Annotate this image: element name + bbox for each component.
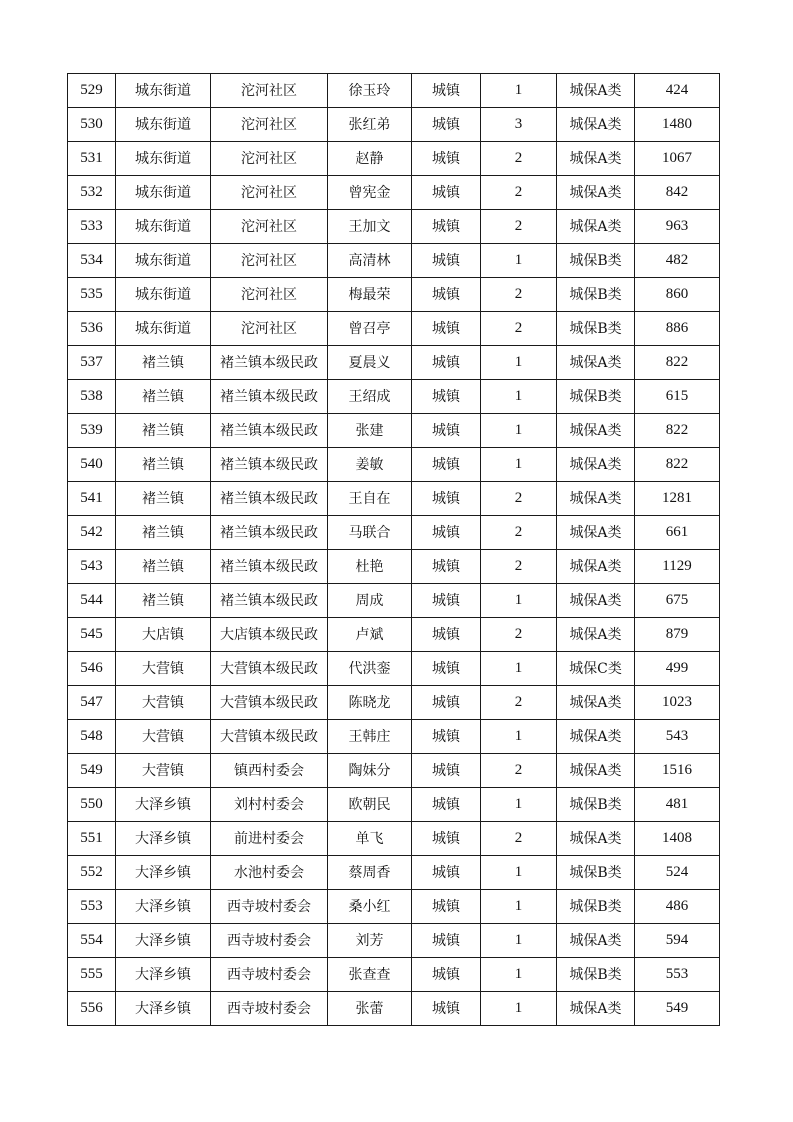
cell-household-type: 城镇 [412, 856, 481, 890]
cell-amount: 822 [635, 346, 720, 380]
cell-name: 刘芳 [328, 924, 412, 958]
cell-family-size: 2 [481, 312, 557, 346]
cell-family-size: 1 [481, 346, 557, 380]
cell-household-type: 城镇 [412, 448, 481, 482]
cell-amount: 842 [635, 176, 720, 210]
table-row [68, 448, 720, 482]
cell-name: 张红弟 [328, 108, 412, 142]
cell-amount: 1408 [635, 822, 720, 856]
cell-village-committee: 西寺坡村委会 [211, 992, 328, 1026]
cell-family-size: 1 [481, 244, 557, 278]
cell-township: 城东街道 [116, 312, 211, 346]
cell-name: 周成 [328, 584, 412, 618]
cell-amount: 1129 [635, 550, 720, 584]
cell-family-size: 1 [481, 720, 557, 754]
cell-aid-category: 城保A类 [557, 584, 635, 618]
cell-aid-category: 城保B类 [557, 788, 635, 822]
table-row [68, 210, 720, 244]
cell-township: 大营镇 [116, 754, 211, 788]
cell-township: 大泽乡镇 [116, 890, 211, 924]
cell-village-committee: 褚兰镇本级民政 [211, 550, 328, 584]
cell-family-size: 1 [481, 380, 557, 414]
cell-amount: 482 [635, 244, 720, 278]
cell-name: 单飞 [328, 822, 412, 856]
cell-serial-number: 552 [68, 856, 116, 890]
cell-family-size: 2 [481, 176, 557, 210]
cell-village-committee: 褚兰镇本级民政 [211, 584, 328, 618]
cell-family-size: 1 [481, 992, 557, 1026]
table-row [68, 992, 720, 1026]
cell-amount: 481 [635, 788, 720, 822]
cell-name: 欧朝民 [328, 788, 412, 822]
cell-township: 褚兰镇 [116, 448, 211, 482]
cell-amount: 1516 [635, 754, 720, 788]
cell-serial-number: 529 [68, 74, 116, 108]
cell-township: 褚兰镇 [116, 482, 211, 516]
cell-household-type: 城镇 [412, 788, 481, 822]
cell-household-type: 城镇 [412, 550, 481, 584]
cell-aid-category: 城保C类 [557, 652, 635, 686]
cell-amount: 424 [635, 74, 720, 108]
cell-amount: 524 [635, 856, 720, 890]
cell-township: 大营镇 [116, 652, 211, 686]
cell-village-committee: 沱河社区 [211, 210, 328, 244]
cell-village-committee: 沱河社区 [211, 74, 328, 108]
cell-family-size: 2 [481, 482, 557, 516]
cell-serial-number: 531 [68, 142, 116, 176]
cell-family-size: 2 [481, 550, 557, 584]
cell-serial-number: 555 [68, 958, 116, 992]
cell-village-committee: 大营镇本级民政 [211, 652, 328, 686]
table-row [68, 754, 720, 788]
cell-family-size: 1 [481, 652, 557, 686]
cell-amount: 661 [635, 516, 720, 550]
cell-village-committee: 褚兰镇本级民政 [211, 516, 328, 550]
cell-serial-number: 533 [68, 210, 116, 244]
cell-aid-category: 城保A类 [557, 822, 635, 856]
cell-family-size: 2 [481, 142, 557, 176]
cell-serial-number: 553 [68, 890, 116, 924]
cell-aid-category: 城保A类 [557, 754, 635, 788]
cell-name: 桑小红 [328, 890, 412, 924]
cell-amount: 499 [635, 652, 720, 686]
cell-household-type: 城镇 [412, 108, 481, 142]
cell-family-size: 2 [481, 278, 557, 312]
cell-village-committee: 褚兰镇本级民政 [211, 380, 328, 414]
cell-amount: 1023 [635, 686, 720, 720]
cell-family-size: 2 [481, 686, 557, 720]
cell-amount: 553 [635, 958, 720, 992]
cell-township: 大泽乡镇 [116, 822, 211, 856]
cell-family-size: 2 [481, 210, 557, 244]
cell-serial-number: 538 [68, 380, 116, 414]
cell-family-size: 1 [481, 584, 557, 618]
cell-household-type: 城镇 [412, 992, 481, 1026]
cell-township: 大店镇 [116, 618, 211, 652]
cell-village-committee: 水池村委会 [211, 856, 328, 890]
cell-serial-number: 548 [68, 720, 116, 754]
cell-household-type: 城镇 [412, 414, 481, 448]
cell-township: 城东街道 [116, 176, 211, 210]
table-row [68, 74, 720, 108]
cell-family-size: 1 [481, 924, 557, 958]
cell-name: 夏晨义 [328, 346, 412, 380]
cell-village-committee: 镇西村委会 [211, 754, 328, 788]
cell-serial-number: 550 [68, 788, 116, 822]
cell-family-size: 1 [481, 958, 557, 992]
cell-serial-number: 539 [68, 414, 116, 448]
cell-village-committee: 西寺坡村委会 [211, 958, 328, 992]
cell-aid-category: 城保A类 [557, 686, 635, 720]
table-row [68, 414, 720, 448]
cell-aid-category: 城保A类 [557, 74, 635, 108]
cell-serial-number: 547 [68, 686, 116, 720]
cell-amount: 860 [635, 278, 720, 312]
cell-aid-category: 城保A类 [557, 516, 635, 550]
cell-serial-number: 544 [68, 584, 116, 618]
cell-family-size: 2 [481, 618, 557, 652]
cell-township: 大营镇 [116, 686, 211, 720]
cell-township: 城东街道 [116, 244, 211, 278]
cell-village-committee: 沱河社区 [211, 278, 328, 312]
cell-name: 张蕾 [328, 992, 412, 1026]
cell-aid-category: 城保A类 [557, 142, 635, 176]
relief-recipient-table [67, 73, 720, 1026]
cell-name: 陶妹分 [328, 754, 412, 788]
cell-name: 杜艳 [328, 550, 412, 584]
table-row [68, 958, 720, 992]
cell-household-type: 城镇 [412, 822, 481, 856]
cell-serial-number: 535 [68, 278, 116, 312]
cell-aid-category: 城保A类 [557, 618, 635, 652]
table-row [68, 346, 720, 380]
cell-household-type: 城镇 [412, 142, 481, 176]
cell-serial-number: 530 [68, 108, 116, 142]
cell-township: 大泽乡镇 [116, 992, 211, 1026]
table-row [68, 482, 720, 516]
cell-family-size: 2 [481, 516, 557, 550]
cell-serial-number: 536 [68, 312, 116, 346]
cell-aid-category: 城保B类 [557, 312, 635, 346]
cell-amount: 1480 [635, 108, 720, 142]
cell-village-committee: 沱河社区 [211, 176, 328, 210]
cell-village-committee: 褚兰镇本级民政 [211, 414, 328, 448]
cell-village-committee: 西寺坡村委会 [211, 890, 328, 924]
cell-aid-category: 城保B类 [557, 958, 635, 992]
cell-aid-category: 城保A类 [557, 720, 635, 754]
cell-township: 褚兰镇 [116, 380, 211, 414]
cell-serial-number: 545 [68, 618, 116, 652]
cell-name: 蔡周香 [328, 856, 412, 890]
cell-household-type: 城镇 [412, 754, 481, 788]
cell-serial-number: 534 [68, 244, 116, 278]
cell-aid-category: 城保A类 [557, 924, 635, 958]
table-row [68, 856, 720, 890]
cell-village-committee: 刘村村委会 [211, 788, 328, 822]
cell-household-type: 城镇 [412, 278, 481, 312]
cell-amount: 1281 [635, 482, 720, 516]
cell-township: 大泽乡镇 [116, 958, 211, 992]
table-row [68, 584, 720, 618]
cell-serial-number: 542 [68, 516, 116, 550]
cell-amount: 594 [635, 924, 720, 958]
cell-family-size: 1 [481, 74, 557, 108]
cell-household-type: 城镇 [412, 346, 481, 380]
cell-name: 代洪銮 [328, 652, 412, 686]
cell-aid-category: 城保B类 [557, 856, 635, 890]
cell-name: 王绍成 [328, 380, 412, 414]
cell-aid-category: 城保A类 [557, 448, 635, 482]
cell-aid-category: 城保B类 [557, 380, 635, 414]
cell-township: 褚兰镇 [116, 584, 211, 618]
table-row [68, 652, 720, 686]
cell-serial-number: 549 [68, 754, 116, 788]
cell-aid-category: 城保A类 [557, 414, 635, 448]
cell-household-type: 城镇 [412, 720, 481, 754]
cell-name: 徐玉玲 [328, 74, 412, 108]
cell-household-type: 城镇 [412, 618, 481, 652]
cell-family-size: 1 [481, 414, 557, 448]
cell-family-size: 1 [481, 788, 557, 822]
table-row [68, 550, 720, 584]
cell-household-type: 城镇 [412, 584, 481, 618]
table-body [68, 74, 720, 1026]
cell-township: 城东街道 [116, 210, 211, 244]
cell-amount: 1067 [635, 142, 720, 176]
cell-township: 城东街道 [116, 108, 211, 142]
cell-serial-number: 551 [68, 822, 116, 856]
cell-family-size: 2 [481, 822, 557, 856]
cell-household-type: 城镇 [412, 244, 481, 278]
cell-aid-category: 城保A类 [557, 992, 635, 1026]
table-row [68, 516, 720, 550]
table-row [68, 380, 720, 414]
cell-aid-category: 城保A类 [557, 482, 635, 516]
cell-aid-category: 城保A类 [557, 550, 635, 584]
table-row [68, 618, 720, 652]
cell-family-size: 1 [481, 890, 557, 924]
cell-name: 张查查 [328, 958, 412, 992]
cell-name: 梅最荣 [328, 278, 412, 312]
table-row [68, 890, 720, 924]
cell-household-type: 城镇 [412, 958, 481, 992]
cell-name: 王自在 [328, 482, 412, 516]
cell-aid-category: 城保A类 [557, 210, 635, 244]
cell-village-committee: 褚兰镇本级民政 [211, 448, 328, 482]
cell-name: 张建 [328, 414, 412, 448]
cell-village-committee: 前进村委会 [211, 822, 328, 856]
cell-name: 卢斌 [328, 618, 412, 652]
cell-household-type: 城镇 [412, 176, 481, 210]
cell-aid-category: 城保A类 [557, 346, 635, 380]
table-row [68, 924, 720, 958]
table-row [68, 278, 720, 312]
cell-name: 曾召亭 [328, 312, 412, 346]
cell-amount: 886 [635, 312, 720, 346]
cell-village-committee: 西寺坡村委会 [211, 924, 328, 958]
cell-name: 高清林 [328, 244, 412, 278]
cell-serial-number: 537 [68, 346, 116, 380]
cell-household-type: 城镇 [412, 652, 481, 686]
cell-township: 大泽乡镇 [116, 924, 211, 958]
cell-amount: 822 [635, 414, 720, 448]
table-row [68, 720, 720, 754]
cell-household-type: 城镇 [412, 924, 481, 958]
cell-amount: 486 [635, 890, 720, 924]
table-row [68, 788, 720, 822]
cell-serial-number: 540 [68, 448, 116, 482]
table-row [68, 108, 720, 142]
cell-family-size: 2 [481, 754, 557, 788]
table-row [68, 686, 720, 720]
cell-household-type: 城镇 [412, 74, 481, 108]
cell-name: 王韩庄 [328, 720, 412, 754]
cell-village-committee: 大营镇本级民政 [211, 686, 328, 720]
cell-aid-category: 城保B类 [557, 278, 635, 312]
cell-village-committee: 褚兰镇本级民政 [211, 482, 328, 516]
cell-village-committee: 沱河社区 [211, 312, 328, 346]
cell-township: 褚兰镇 [116, 414, 211, 448]
cell-serial-number: 556 [68, 992, 116, 1026]
cell-amount: 675 [635, 584, 720, 618]
cell-household-type: 城镇 [412, 210, 481, 244]
cell-serial-number: 543 [68, 550, 116, 584]
cell-name: 曾宪金 [328, 176, 412, 210]
cell-name: 赵静 [328, 142, 412, 176]
cell-township: 褚兰镇 [116, 346, 211, 380]
cell-serial-number: 532 [68, 176, 116, 210]
cell-serial-number: 554 [68, 924, 116, 958]
cell-amount: 543 [635, 720, 720, 754]
cell-township: 城东街道 [116, 142, 211, 176]
cell-township: 大营镇 [116, 720, 211, 754]
cell-household-type: 城镇 [412, 516, 481, 550]
table-row [68, 822, 720, 856]
cell-serial-number: 541 [68, 482, 116, 516]
cell-village-committee: 大店镇本级民政 [211, 618, 328, 652]
cell-township: 大泽乡镇 [116, 856, 211, 890]
cell-village-committee: 沱河社区 [211, 244, 328, 278]
cell-amount: 549 [635, 992, 720, 1026]
cell-aid-category: 城保A类 [557, 176, 635, 210]
cell-village-committee: 沱河社区 [211, 108, 328, 142]
cell-village-committee: 沱河社区 [211, 142, 328, 176]
cell-aid-category: 城保B类 [557, 890, 635, 924]
cell-aid-category: 城保A类 [557, 108, 635, 142]
cell-serial-number: 546 [68, 652, 116, 686]
cell-name: 姜敏 [328, 448, 412, 482]
cell-village-committee: 褚兰镇本级民政 [211, 346, 328, 380]
cell-amount: 615 [635, 380, 720, 414]
cell-family-size: 3 [481, 108, 557, 142]
cell-aid-category: 城保B类 [557, 244, 635, 278]
cell-household-type: 城镇 [412, 890, 481, 924]
cell-name: 王加文 [328, 210, 412, 244]
cell-amount: 963 [635, 210, 720, 244]
cell-name: 马联合 [328, 516, 412, 550]
cell-family-size: 1 [481, 448, 557, 482]
table-row [68, 312, 720, 346]
cell-township: 大泽乡镇 [116, 788, 211, 822]
table-row [68, 244, 720, 278]
cell-household-type: 城镇 [412, 380, 481, 414]
cell-township: 褚兰镇 [116, 516, 211, 550]
cell-township: 褚兰镇 [116, 550, 211, 584]
cell-household-type: 城镇 [412, 686, 481, 720]
table-row [68, 142, 720, 176]
cell-amount: 879 [635, 618, 720, 652]
cell-household-type: 城镇 [412, 312, 481, 346]
cell-household-type: 城镇 [412, 482, 481, 516]
cell-township: 城东街道 [116, 74, 211, 108]
table-row [68, 176, 720, 210]
cell-township: 城东街道 [116, 278, 211, 312]
cell-amount: 822 [635, 448, 720, 482]
cell-name: 陈晓龙 [328, 686, 412, 720]
cell-village-committee: 大营镇本级民政 [211, 720, 328, 754]
cell-family-size: 1 [481, 856, 557, 890]
